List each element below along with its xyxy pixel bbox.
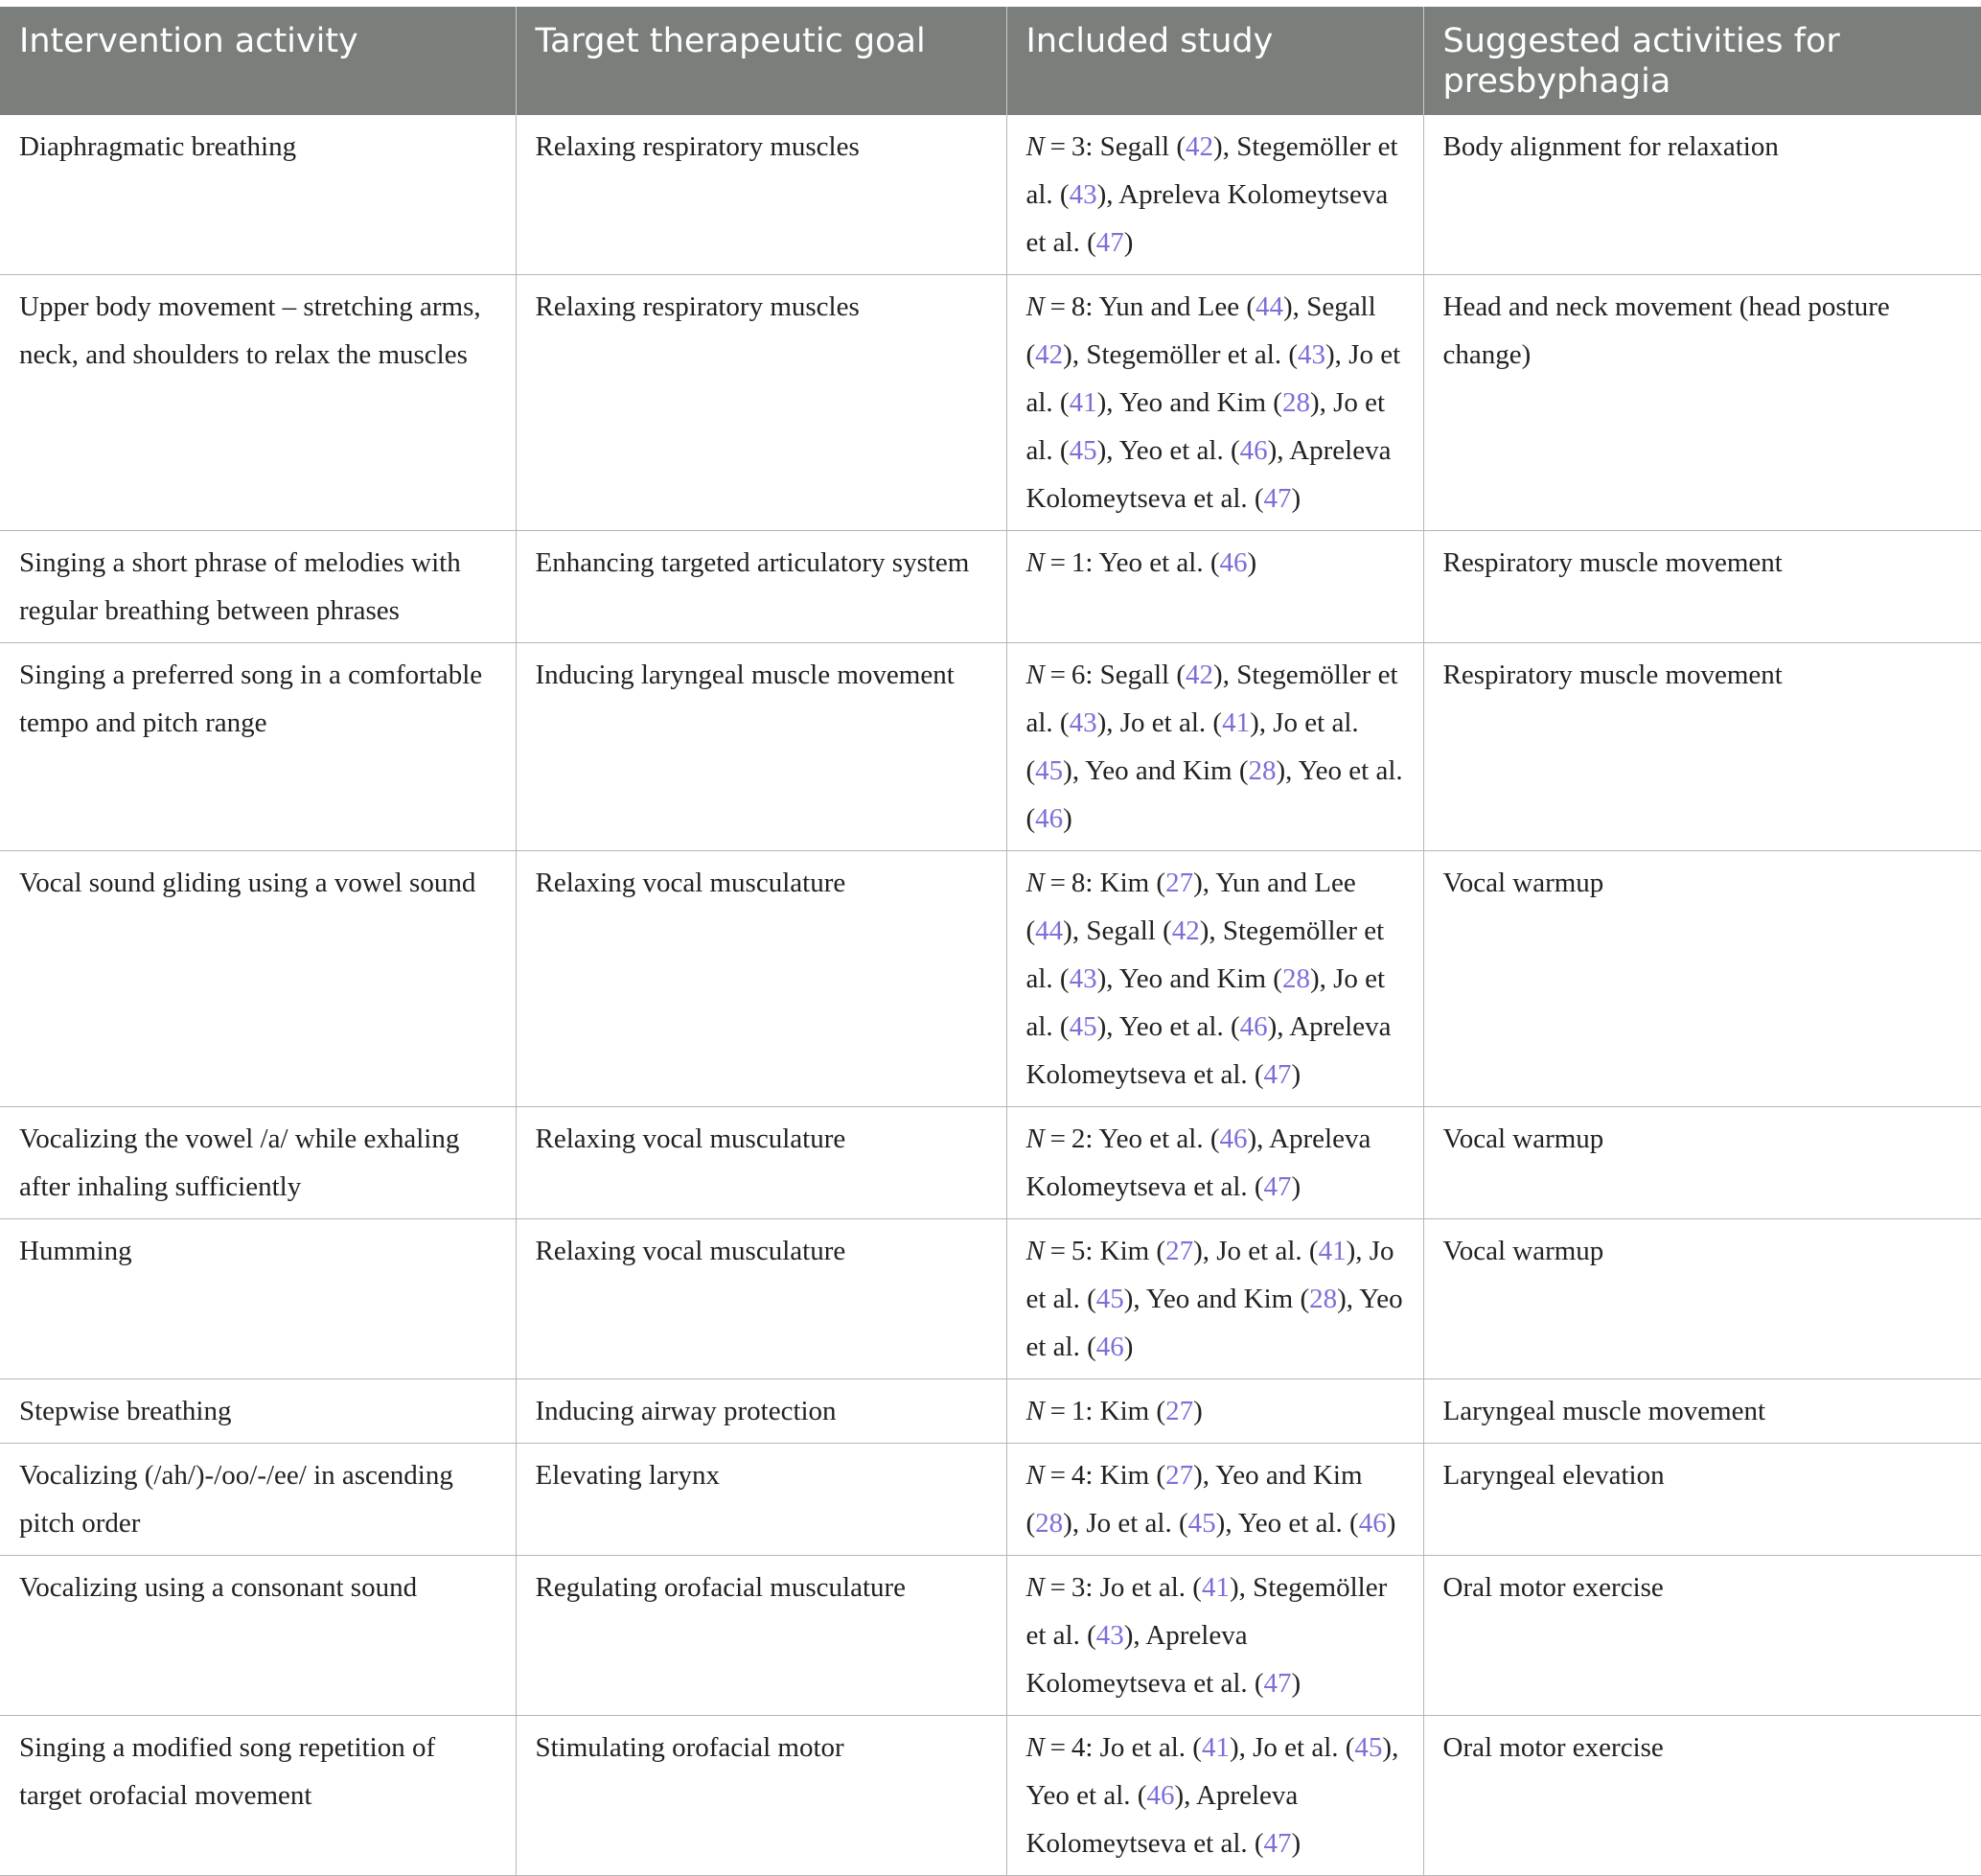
study-separator: ), [1123, 1284, 1146, 1314]
study-separator: ), [1337, 1284, 1360, 1314]
cell-intervention-activity: Vocal sound gliding using a vowel sound [0, 851, 516, 1107]
study-count-label: N [1025, 1572, 1045, 1603]
study-separator: ), [1063, 1508, 1087, 1539]
table-row [0, 851, 1981, 1107]
cell-intervention-activity: Vocalizing (/ah/)-/oo/-/ee/ in ascending pitch order [0, 1444, 516, 1556]
reference-link[interactable]: 43 [1069, 963, 1097, 994]
table-row [0, 643, 1981, 851]
study-separator: ), [1215, 1508, 1238, 1539]
study-separator: ), [1229, 1572, 1254, 1603]
study-separator: ), [1123, 1620, 1146, 1651]
study-count: 2 [1071, 1123, 1086, 1154]
study-separator: ) [1291, 1668, 1301, 1699]
reference-link[interactable]: 46 [1146, 1780, 1175, 1811]
study-separator: ), [1096, 707, 1120, 738]
study-count-label: N [1025, 1123, 1045, 1154]
reference-link[interactable]: 41 [1201, 1732, 1230, 1763]
reference-link[interactable]: 45 [1187, 1508, 1216, 1539]
study-author: Kim ( [1099, 1236, 1166, 1266]
cell-included-study: N = 8: Kim (27), Yun and Lee (44), Segall (42), Stegemöller et al. (43), Yeo and Kim (28), Jo et al. (45), Yeo et al. (46), Apreleva Kolomeytseva et al. (47) [1006, 851, 1423, 1107]
study-separator: ), [1096, 179, 1119, 210]
study-count: 8 [1071, 291, 1086, 322]
study-separator: ), [1213, 131, 1237, 162]
study-separator: ), [1096, 1011, 1119, 1042]
header-suggested-activities: Suggested activities for presbyphagia [1423, 7, 1981, 115]
study-separator: ), [1247, 1123, 1270, 1154]
reference-link[interactable]: 42 [1186, 131, 1214, 162]
study-count-label: N [1025, 547, 1045, 578]
study-author: Yeo and Kim ( [1025, 1460, 1363, 1539]
cell-suggested-activity: Head and neck movement (head posture change) [1423, 275, 1981, 531]
cell-included-study: N = 1: Kim (27) [1006, 1379, 1423, 1444]
intervention-table [0, 7, 1981, 1876]
study-separator: ) [1123, 1332, 1134, 1362]
cell-suggested-activity: Laryngeal elevation [1423, 1444, 1981, 1556]
study-count-label: N [1025, 660, 1045, 690]
study-separator: ), [1229, 1732, 1254, 1763]
reference-link[interactable]: 45 [1095, 1284, 1124, 1314]
study-author: Jo et al. ( [1216, 1236, 1319, 1266]
table-row [0, 1716, 1981, 1876]
study-separator: ), [1193, 1460, 1216, 1491]
header-included-study: Included study [1006, 7, 1423, 115]
study-count-label: N [1025, 291, 1045, 322]
cell-suggested-activity: Respiratory muscle movement [1423, 531, 1981, 643]
reference-link[interactable]: 44 [1035, 915, 1064, 946]
study-author: Yeo et al. ( [1025, 755, 1403, 834]
study-count: 5 [1071, 1236, 1086, 1266]
study-author: Segall ( [1086, 915, 1172, 946]
cell-target-goal: Regulating orofacial musculature [516, 1556, 1006, 1716]
reference-link[interactable]: 27 [1165, 1236, 1194, 1266]
cell-suggested-activity: Body alignment for relaxation [1423, 115, 1981, 275]
study-author: Jo et al. ( [1086, 1508, 1188, 1539]
reference-link[interactable]: 46 [1358, 1508, 1387, 1539]
study-count: 3 [1071, 131, 1086, 162]
reference-link[interactable]: 46 [1095, 1332, 1124, 1362]
study-count-label: N [1025, 1732, 1045, 1763]
cell-included-study: N = 4: Kim (27), Yeo and Kim (28), Jo et al. (45), Yeo et al. (46) [1006, 1444, 1423, 1556]
cell-target-goal: Inducing airway protection [516, 1379, 1006, 1444]
cell-intervention-activity: Vocalizing the vowel /a/ while exhaling after inhaling sufficiently [0, 1107, 516, 1219]
reference-link[interactable]: 28 [1248, 755, 1277, 786]
study-author: Apreleva Kolomeytseva et al. ( [1025, 1780, 1299, 1859]
study-separator: ), [1325, 339, 1349, 370]
cell-intervention-activity: Stepwise breathing [0, 1379, 516, 1444]
study-separator: ), [1096, 387, 1119, 418]
study-author: Yeo et al. ( [1118, 435, 1240, 466]
reference-link[interactable]: 46 [1239, 435, 1268, 466]
reference-link[interactable]: 28 [1281, 963, 1310, 994]
study-separator: ), [1096, 963, 1119, 994]
study-separator: ), [1199, 915, 1223, 946]
reference-link[interactable]: 42 [1035, 339, 1064, 370]
reference-link[interactable]: 27 [1165, 868, 1194, 898]
cell-intervention-activity: Singing a modified song repetition of target orofacial movement [0, 1716, 516, 1876]
reference-link[interactable]: 41 [1201, 1572, 1230, 1603]
study-author: Yeo et al. ( [1237, 1508, 1359, 1539]
study-author: Yun and Lee ( [1098, 291, 1256, 322]
reference-link[interactable]: 47 [1263, 483, 1292, 514]
reference-link[interactable]: 43 [1298, 339, 1325, 370]
table-row [0, 1379, 1981, 1444]
reference-link[interactable]: 28 [1309, 1284, 1338, 1314]
study-author: Jo et al. ( [1253, 1732, 1355, 1763]
study-author: Jo et al. ( [1119, 707, 1223, 738]
header-row [0, 7, 1981, 115]
cell-target-goal: Enhancing targeted articulatory system [516, 531, 1006, 643]
study-separator: ), [1267, 435, 1290, 466]
study-separator: ) [1063, 803, 1072, 834]
study-author: Yeo et al. ( [1098, 1123, 1220, 1154]
study-count-label: N [1025, 131, 1045, 162]
study-separator: ), [1309, 963, 1334, 994]
table-row [0, 275, 1981, 531]
cell-included-study: N = 3: Jo et al. (41), Stegemöller et al. (43), Apreleva Kolomeytseva et al. (47) [1006, 1556, 1423, 1716]
cell-target-goal: Relaxing respiratory muscles [516, 275, 1006, 531]
study-count: 1 [1071, 547, 1086, 578]
study-author: Stegemöller et al. ( [1086, 339, 1298, 370]
reference-link[interactable]: 45 [1035, 755, 1064, 786]
study-count: 8 [1071, 868, 1086, 898]
cell-included-study: N = 1: Yeo et al. (46) [1006, 531, 1423, 643]
study-separator: ), [1213, 660, 1237, 690]
study-author: Yeo and Kim ( [1085, 755, 1249, 786]
study-separator: ), [1193, 1236, 1217, 1266]
study-count-label: N [1025, 1460, 1045, 1491]
study-separator: ), [1063, 339, 1087, 370]
study-author: Kim ( [1099, 868, 1166, 898]
reference-link[interactable]: 47 [1263, 1059, 1292, 1090]
reference-link[interactable]: 27 [1165, 1460, 1194, 1491]
study-author: Yeo and Kim ( [1118, 387, 1282, 418]
table-body [0, 115, 1981, 1876]
cell-target-goal: Elevating larynx [516, 1444, 1006, 1556]
study-separator: ), [1096, 435, 1119, 466]
reference-link[interactable]: 28 [1281, 387, 1310, 418]
cell-target-goal: Relaxing vocal musculature [516, 1219, 1006, 1379]
study-author: Stegemöller et al. ( [1025, 1572, 1388, 1651]
study-author: Jo et al. ( [1099, 1572, 1202, 1603]
study-separator: ), [1267, 1011, 1290, 1042]
reference-link[interactable]: 43 [1069, 707, 1097, 738]
table-row [0, 1219, 1981, 1379]
reference-link[interactable]: 44 [1255, 291, 1284, 322]
study-author: Stegemöller et al. ( [1025, 131, 1398, 210]
cell-intervention-activity: Singing a preferred song in a comfortable tempo and pitch range [0, 643, 516, 851]
cell-target-goal: Relaxing vocal musculature [516, 1107, 1006, 1219]
table-row [0, 115, 1981, 275]
cell-included-study: N = 5: Kim (27), Jo et al. (41), Jo et al. (45), Yeo and Kim (28), Yeo et al. (46) [1006, 1219, 1423, 1379]
study-separator: ), [1382, 1732, 1399, 1763]
cell-included-study: N = 4: Jo et al. (41), Jo et al. (45), Yeo et al. (46), Apreleva Kolomeytseva et al. (47) [1006, 1716, 1423, 1876]
study-separator: ) [1193, 1396, 1203, 1426]
study-count: 3 [1071, 1572, 1086, 1603]
study-separator: ) [1291, 1828, 1301, 1859]
study-separator: ) [1291, 1171, 1301, 1202]
study-count: 4 [1071, 1460, 1086, 1491]
reference-link[interactable]: 42 [1171, 915, 1200, 946]
reference-link[interactable]: 42 [1186, 660, 1214, 690]
cell-suggested-activity: Vocal warmup [1423, 851, 1981, 1107]
study-author: Apreleva Kolomeytseva et al. ( [1025, 179, 1389, 258]
study-author: Segall ( [1025, 291, 1376, 370]
reference-link[interactable]: 47 [1263, 1668, 1292, 1699]
cell-suggested-activity: Laryngeal muscle movement [1423, 1379, 1981, 1444]
cell-included-study: N = 6: Segall (42), Stegemöller et al. (43), Jo et al. (41), Jo et al. (45), Yeo and Kim (28), Yeo et al. (46) [1006, 643, 1423, 851]
header-target-therapeutic-goal: Target therapeutic goal [516, 7, 1006, 115]
study-author: Kim ( [1099, 1396, 1166, 1426]
study-author: Jo et al. ( [1025, 963, 1386, 1042]
study-author: Apreleva Kolomeytseva et al. ( [1025, 435, 1392, 514]
study-author: Yeo et al. ( [1098, 547, 1220, 578]
study-author: Apreleva Kolomeytseva et al. ( [1025, 1123, 1371, 1202]
header-intervention-activity: Intervention activity [0, 7, 516, 115]
cell-suggested-activity: Respiratory muscle movement [1423, 643, 1981, 851]
cell-included-study: N = 8: Yun and Lee (44), Segall (42), Stegemöller et al. (43), Jo et al. (41), Yeo and Kim (28), Jo et al. (45), Yeo et al. (46), Apreleva Kolomeytseva et al. (47) [1006, 275, 1423, 531]
reference-link[interactable]: 46 [1035, 803, 1064, 834]
reference-link[interactable]: 46 [1219, 1123, 1248, 1154]
study-author: Yeo and Kim ( [1118, 963, 1282, 994]
study-author: Stegemöller et al. ( [1025, 915, 1385, 994]
study-author: Jo et al. ( [1025, 387, 1386, 466]
study-count: 1 [1071, 1396, 1086, 1426]
table-row [0, 1444, 1981, 1556]
study-separator: ), [1063, 915, 1087, 946]
table-header [0, 7, 1981, 115]
reference-link[interactable]: 43 [1095, 1620, 1124, 1651]
study-separator: ), [1276, 755, 1299, 786]
reference-link[interactable]: 46 [1239, 1011, 1268, 1042]
cell-suggested-activity: Oral motor exercise [1423, 1716, 1981, 1876]
study-separator: ) [1247, 547, 1257, 578]
study-author: Jo et al. ( [1025, 707, 1359, 786]
study-author: Apreleva Kolomeytseva et al. ( [1025, 1011, 1392, 1090]
reference-link[interactable]: 45 [1354, 1732, 1383, 1763]
study-separator: ) [1123, 227, 1134, 258]
study-separator: ), [1309, 387, 1334, 418]
cell-intervention-activity: Diaphragmatic breathing [0, 115, 516, 275]
cell-intervention-activity: Vocalizing using a consonant sound [0, 1556, 516, 1716]
study-separator: ), [1250, 707, 1274, 738]
study-author: Jo et al. ( [1025, 1236, 1394, 1314]
study-author: Yeo and Kim ( [1145, 1284, 1310, 1314]
reference-link[interactable]: 47 [1095, 227, 1124, 258]
study-count: 4 [1071, 1732, 1086, 1763]
cell-suggested-activity: Vocal warmup [1423, 1107, 1981, 1219]
reference-link[interactable]: 27 [1165, 1396, 1194, 1426]
study-author: Yeo et al. ( [1025, 1284, 1403, 1362]
study-author: Kim ( [1099, 1460, 1166, 1491]
study-author: Jo et al. ( [1099, 1732, 1202, 1763]
cell-included-study: N = 3: Segall (42), Stegemöller et al. (43), Apreleva Kolomeytseva et al. (47) [1006, 115, 1423, 275]
reference-link[interactable]: 45 [1069, 1011, 1097, 1042]
study-author: Yun and Lee ( [1025, 868, 1356, 946]
reference-link[interactable]: 47 [1263, 1828, 1292, 1859]
reference-link[interactable]: 41 [1069, 387, 1097, 418]
reference-link[interactable]: 28 [1035, 1508, 1064, 1539]
study-author: Yeo et al. ( [1118, 1011, 1240, 1042]
study-separator: ), [1283, 291, 1307, 322]
cell-intervention-activity: Humming [0, 1219, 516, 1379]
study-author: Segall ( [1099, 660, 1186, 690]
study-author: Segall ( [1099, 131, 1186, 162]
study-author: Apreleva Kolomeytseva et al. ( [1025, 1620, 1264, 1699]
cell-target-goal: Inducing laryngeal muscle movement [516, 643, 1006, 851]
reference-link[interactable]: 41 [1222, 707, 1251, 738]
cell-suggested-activity: Vocal warmup [1423, 1219, 1981, 1379]
study-separator: ), [1346, 1236, 1370, 1266]
study-count-label: N [1025, 1396, 1045, 1426]
study-count-label: N [1025, 868, 1045, 898]
study-count: 6 [1071, 660, 1086, 690]
cell-intervention-activity: Singing a short phrase of melodies with regular breathing between phrases [0, 531, 516, 643]
reference-link[interactable]: 47 [1263, 1171, 1292, 1202]
reference-link[interactable]: 41 [1318, 1236, 1347, 1266]
study-separator: ) [1386, 1508, 1396, 1539]
reference-link[interactable]: 43 [1069, 179, 1097, 210]
study-separator: ) [1291, 1059, 1301, 1090]
study-count-label: N [1025, 1236, 1045, 1266]
study-author: Stegemöller et al. ( [1025, 660, 1398, 738]
cell-intervention-activity: Upper body movement – stretching arms, neck, and shoulders to relax the muscles [0, 275, 516, 531]
study-separator: ) [1291, 483, 1301, 514]
table-row [0, 1107, 1981, 1219]
cell-suggested-activity: Oral motor exercise [1423, 1556, 1981, 1716]
cell-included-study: N = 2: Yeo et al. (46), Apreleva Kolomeytseva et al. (47) [1006, 1107, 1423, 1219]
study-separator: ), [1063, 755, 1086, 786]
table-row [0, 1556, 1981, 1716]
study-separator: ), [1174, 1780, 1196, 1811]
study-separator: ), [1193, 868, 1216, 898]
study-author: Yeo et al. ( [1025, 1780, 1147, 1811]
reference-link[interactable]: 45 [1069, 435, 1097, 466]
study-author: Jo et al. ( [1025, 339, 1401, 418]
cell-target-goal: Relaxing respiratory muscles [516, 115, 1006, 275]
cell-target-goal: Stimulating orofacial motor [516, 1716, 1006, 1876]
reference-link[interactable]: 46 [1219, 547, 1248, 578]
table-row [0, 531, 1981, 643]
cell-target-goal: Relaxing vocal musculature [516, 851, 1006, 1107]
